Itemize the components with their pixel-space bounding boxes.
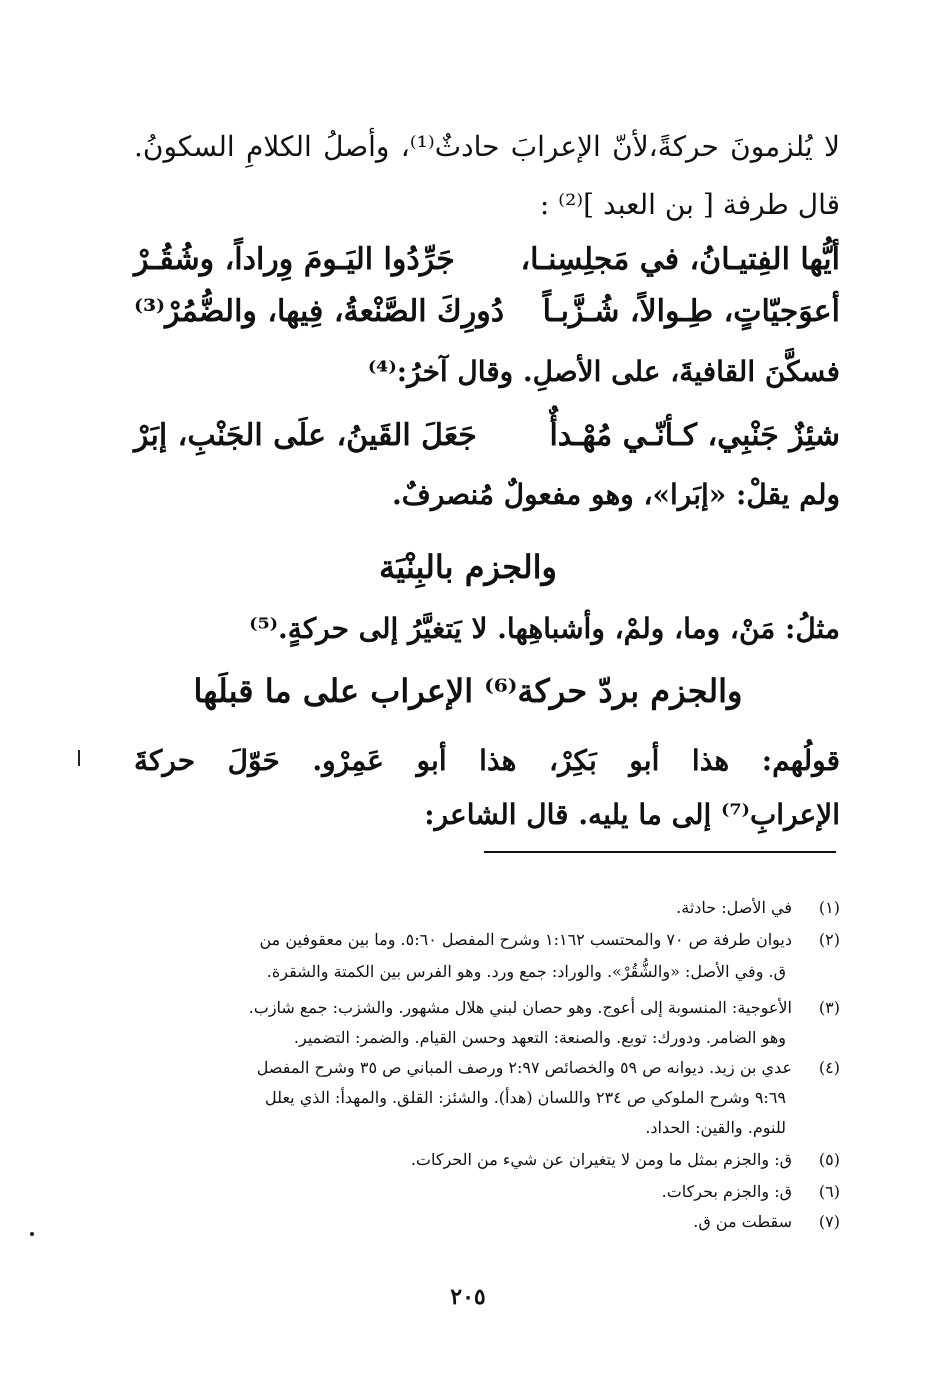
verse-3-first-hemistich: شئِزٌ جَنْبِي، كـأنّـي مُهْـدأٌ xyxy=(549,418,840,453)
verse-1-first-hemistich: أيُّها الفِتيـانُ، في مَجلِسِنـا، xyxy=(520,242,840,277)
footnote-number: (٢) xyxy=(818,930,840,949)
body-line-9: قولُهم: هذا أبو بَكِرْ، هذا أبو عَمِرْو. حَوّلَ حركةَ xyxy=(134,744,840,777)
footnote-6 xyxy=(134,1182,840,1201)
footnote-number: (٦) xyxy=(818,1182,840,1201)
body-line-7: ولم يقلْ: «إبَرا»، وهو مفعولٌ مُنصرفٌ. xyxy=(392,478,840,511)
verse-3 xyxy=(134,418,840,453)
footnote-4-continued-1: ٩:٦٩ وشرح الملوكي ص ٢٣٤ واللسان (هدأ). والشئز: القلق. والمهدأ: الذي يعلل xyxy=(265,1088,786,1107)
footnote-text: الأعوجية: المنسوبة إلى أعوج. وهو حصان لبني هلال مشهور. والشزب: جمع شازب. xyxy=(248,998,792,1017)
footnote-text: سقطت من ق. xyxy=(693,1212,792,1231)
body-line-8: مثلُ: مَنْ، وما، ولمْ، وأشباهِها. لا يَتغيَّرُ إلى حركةٍ.⁽⁵⁾ xyxy=(249,612,840,645)
footnote-text: في الأصل: حادثة. xyxy=(676,898,792,917)
footnote-7 xyxy=(134,1212,840,1231)
body-line-5: فسكَّنَ القافيةَ، على الأصلِ. وقال آخرُ:⁽⁴⁾ xyxy=(367,355,840,388)
footnote-text: ق: والجزم بحركات. xyxy=(661,1182,792,1201)
footnote-separator xyxy=(484,851,836,853)
scan-speck xyxy=(30,1232,34,1236)
section-heading-1: والجزم بالبِنْيَة xyxy=(379,548,557,586)
section-heading-2: والجزم بردّ حركة⁽⁶⁾ الإعراب على ما قبلَها xyxy=(193,672,743,710)
footnote-text: ديوان طرفة ص ٧٠ والمحتسب ١:١٦٢ وشرح المفصل ٥:٦٠. وما بين معقوفين من xyxy=(259,930,792,949)
footnote-4 xyxy=(134,1058,840,1077)
footnote-number: (٣) xyxy=(818,998,840,1017)
verse-1-second-hemistich: جَرِّدُوا اليَـومَ وِراداً، وشُقُـرْ xyxy=(134,242,455,277)
footnote-5 xyxy=(134,1150,840,1169)
footnote-2-continued: ق. وفي الأصل: «والشُّقُرْ». والوراد: جمع ورد. وهو الفرس بين الكمتة والشقرة. xyxy=(266,962,786,981)
footnote-3-continued: وهو الضامر. ودورك: توبع. والصنعة: التعهد وحسن القيام. والضمر: التضمير. xyxy=(293,1028,786,1047)
body-line-10: الإعرابِ⁽⁷⁾ إلى ما يليه. قال الشاعر: xyxy=(424,798,840,831)
footnote-1 xyxy=(134,898,840,917)
verse-2-second-hemistich: دُورِكَ الصَّنْعةُ، فِيها، والضُّمُرْ⁽³⁾ xyxy=(134,294,505,329)
footnote-number: (١) xyxy=(818,898,840,917)
footnote-number: (٤) xyxy=(818,1058,840,1077)
verse-3-second-hemistich: جَعَلَ القَينُ، علَى الجَنْبِ، إبَرْ xyxy=(134,418,477,453)
footnote-2 xyxy=(134,930,840,949)
scan-speck xyxy=(78,750,80,766)
verse-1 xyxy=(134,242,840,277)
body-line-2: قال طرفة [ بن العبد ]⁽²⁾ : xyxy=(539,188,840,221)
footnote-number: (٥) xyxy=(818,1150,840,1169)
footnote-number: (٧) xyxy=(818,1212,840,1231)
footnote-4-continued-2: للنوم. والقين: الحداد. xyxy=(645,1118,786,1137)
footnote-text: عدي بن زيد. ديوانه ص ٥٩ والخصائص ٢:٩٧ ورصف المباني ص ٣٥ وشرح المفصل xyxy=(256,1058,792,1077)
verse-2-first-hemistich: أعوَجيّاتٍ، طِـوالاً، شُـزَّبـاً xyxy=(542,294,840,329)
page-number: ٢٠٥ xyxy=(450,1284,486,1310)
footnote-text: ق: والجزم بمثل ما ومن لا يتغيران عن شيء من الحركات. xyxy=(410,1150,792,1169)
verse-2 xyxy=(134,294,840,329)
footnote-3 xyxy=(134,998,840,1017)
body-line-1: لا يُلزمونَ حركةً،لأنّ الإعرابَ حادثٌ⁽¹⁾، وأصلُ الكلامِ السكونُ. xyxy=(134,130,840,163)
